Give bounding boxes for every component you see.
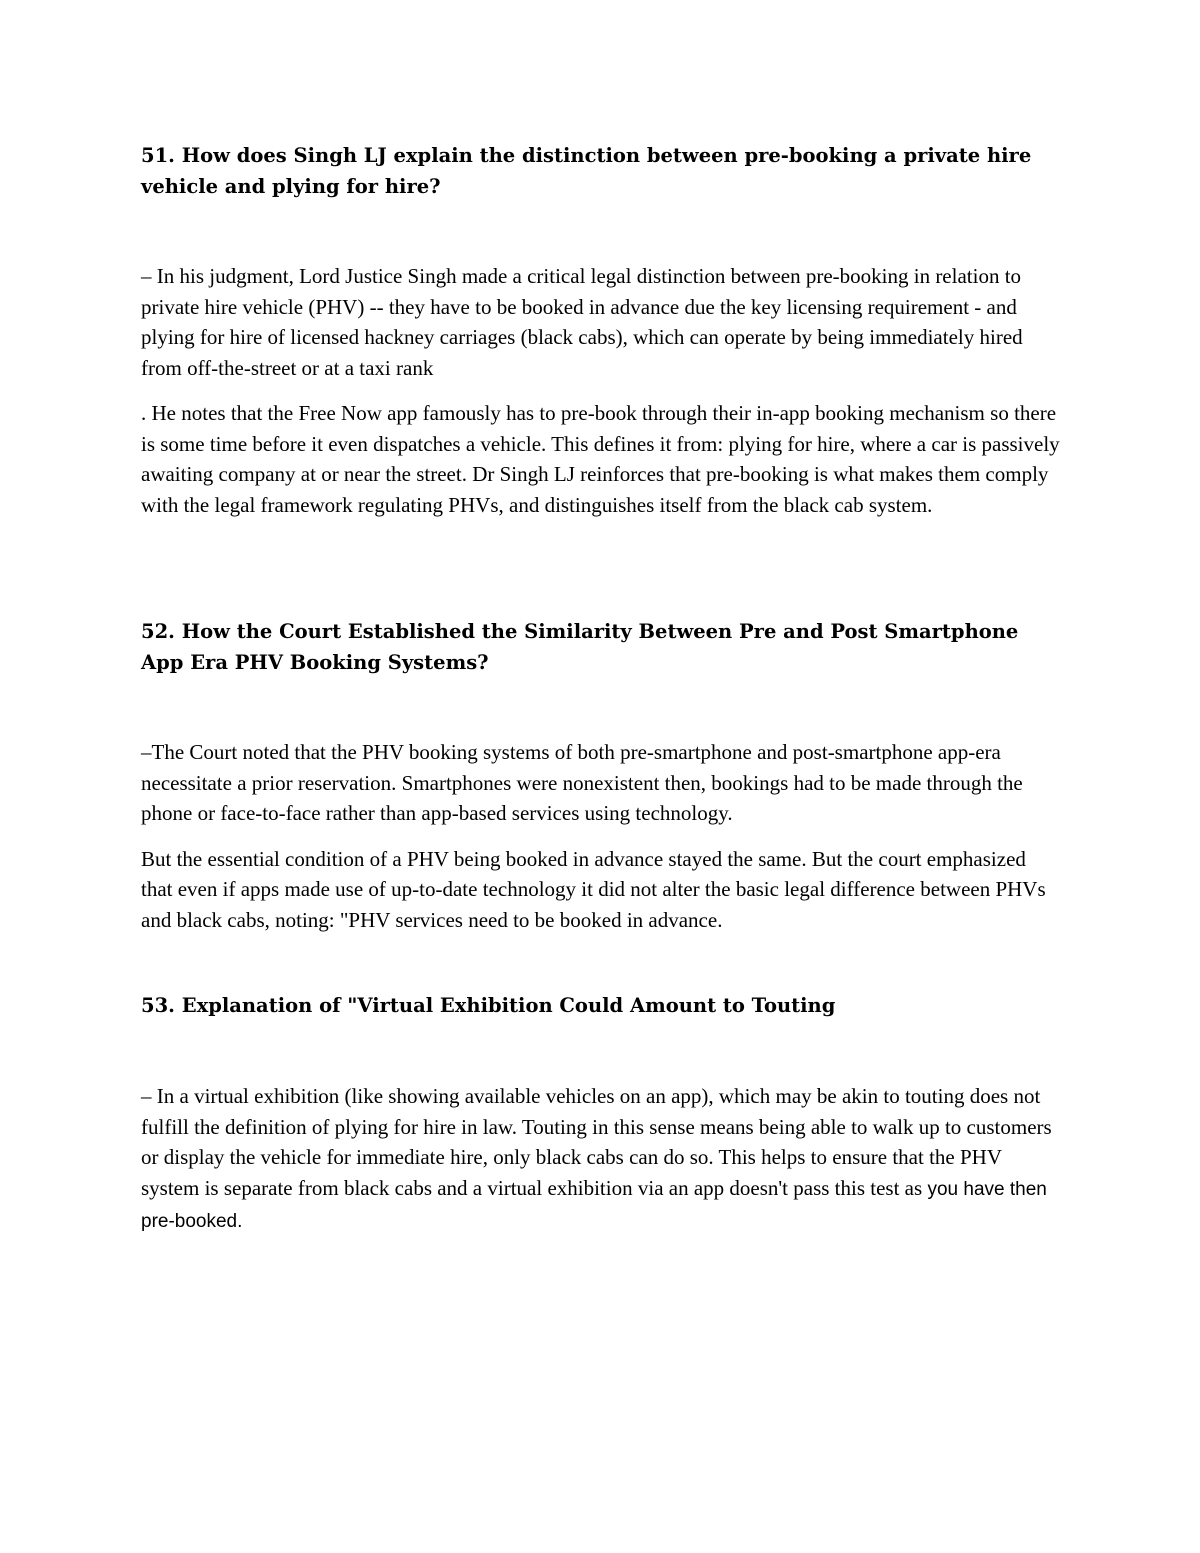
question-53-heading: 53. Explanation of "Virtual Exhibition Could Amount to Touting: [141, 994, 836, 1017]
question-52-heading: 52. How the Court Established the Similarity Between Pre and Post Smartphone App Era PHV Booking Systems?: [141, 620, 1019, 674]
answer-51-paragraph-1: – In his judgment, Lord Justice Singh made a critical legal distinction between pre-booking in relation to private hire vehicle (PHV) -- they have to be booked in advance due the key licensing requirement - and plying for hire of licensed hackney carriages (black cabs), which can operate by being immediately hired from off-the-street or at a taxi rank: [141, 264, 1023, 380]
answer-53-text: – In a virtual exhibition (like showing available vehicles on an app), which may be akin to touting does not fulfill the definition of plying for hire in law. Touting in this sense means being able to walk up to customers or display the vehicle for immediate hire, only black cabs can do so. This helps to ensure that the PHV system is separate from black cabs and a virtual exhibition via an app doesn't pass this test as: [141, 1084, 1052, 1200]
answer-53-tail-text: you have then pre-booked.: [141, 1178, 1047, 1232]
answer-51-paragraph-2: . He notes that the Free Now app famously has to pre-book through their in-app booking mechanism so there is some time before it even dispatches a vehicle. This defines it from: plying for hire, where a car is passively awaiting company at or near the street. Dr Singh LJ reinforces that pre-booking is what makes them comply with the legal framework regulating PHVs, and distinguishes itself from the black cab system.: [141, 401, 1060, 517]
answer-53-paragraph: [141, 1081, 1061, 1238]
answer-52-paragraph-2: But the essential condition of a PHV being booked in advance stayed the same. But the court emphasized that even if apps made use of up-to-date technology it did not alter the basic legal difference between PHVs and black cabs, noting: "PHV services need to be booked in advance.: [141, 846, 1046, 932]
question-51-heading: 51. How does Singh LJ explain the distinction between pre-booking a private hire vehicle and plying for hire?: [141, 144, 1032, 198]
document-page: [141, 140, 1061, 1238]
answer-52-paragraph-1: –The Court noted that the PHV booking systems of both pre-smartphone and post-smartphone app-era necessitate a prior reservation. Smartphones were nonexistent then, bookings had to be made through the phone or face-to-face rather than app-based services using technology.: [141, 740, 1023, 825]
